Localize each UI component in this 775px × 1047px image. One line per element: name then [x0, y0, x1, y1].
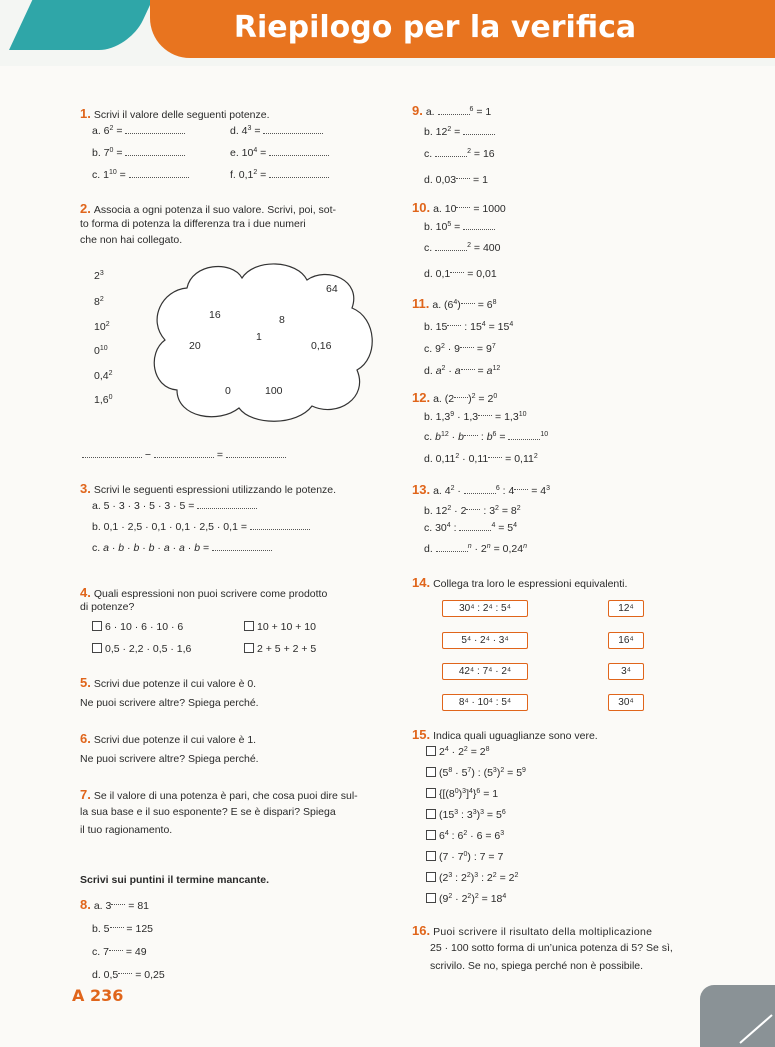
- ex4-option[interactable]: 2 + 5 + 2 + 5: [244, 643, 316, 656]
- match-left[interactable]: 42⁴ : 7⁴ · 2⁴: [442, 663, 528, 680]
- ex4-option[interactable]: 10 + 10 + 10: [244, 621, 316, 634]
- exercise-1-prompt: 1. Scrivi il valore delle seguenti potenze.: [80, 106, 270, 121]
- ex15-option[interactable]: $(5^8 \cdot 5^7)$ : $(5^3)^2 = 5^9$: [426, 767, 526, 780]
- ex1-f: f. $0,1^2$ =: [230, 169, 329, 182]
- exercise-2-prompt: 2. Associa a ogni potenza il suo valore. Scrivi, poi, sot-: [80, 201, 337, 216]
- ex1-d: d. $4^3$ =: [230, 125, 323, 138]
- ex9-d: d. 0,03 = 1: [424, 170, 488, 187]
- ex2-line2: to forma di potenza la differenza tra i due numeri: [80, 218, 306, 230]
- ex12-a: 12. a. (2 )$^2 = 2^0$: [412, 390, 498, 405]
- checkbox[interactable]: [92, 643, 102, 653]
- ex7-line2: la sua base e il suo esponente? E se è dispari? Spiega: [80, 806, 336, 818]
- ex6-line2: Ne puoi scrivere altre? Spiega perché.: [80, 753, 259, 765]
- ex1-a: a. $6^2$ =: [92, 125, 185, 138]
- ex3-c: c. a · b · b · b · a · a · b =: [92, 542, 272, 555]
- ex5-line2: Ne puoi scrivere altre? Spiega perché.: [80, 697, 259, 709]
- match-right[interactable]: 12⁴: [608, 600, 644, 617]
- title-banner: [0, 0, 775, 66]
- ex15-option[interactable]: $(7 \cdot 7^0)$ : 7 = 7: [426, 851, 503, 864]
- match-left[interactable]: 5⁴ · 2⁴ · 3⁴: [442, 632, 528, 649]
- ex15-option[interactable]: $2^4 \cdot 2^2 = 2^8$: [426, 746, 490, 759]
- ex15-option[interactable]: $(9^2 \cdot 2^2)^2 = 18^4$: [426, 893, 506, 906]
- checkbox[interactable]: [426, 893, 436, 903]
- power-item: $1,6^0$: [94, 394, 113, 406]
- checkbox[interactable]: [426, 851, 436, 861]
- cloud-value: 1: [256, 331, 262, 343]
- exercise-5-prompt: 5. Scrivi due potenze il cui valore è 0.: [80, 675, 257, 690]
- checkbox[interactable]: [426, 746, 436, 756]
- checkbox[interactable]: [426, 788, 436, 798]
- ex13-b: b. $12^2 \cdot 2$ : $3^2 = 8^2$: [424, 501, 521, 518]
- checkbox[interactable]: [244, 621, 254, 631]
- ex11-c: c. $9^2 \cdot 9 = 9^7$: [424, 339, 496, 356]
- ex8-d: d. 0,5 = 0,25: [92, 965, 165, 982]
- cloud-value: 0: [225, 385, 231, 397]
- ex4-option[interactable]: 6 · 10 · 6 · 10 · 6: [92, 621, 183, 634]
- power-item: $2^3$: [94, 270, 104, 282]
- ex4-option[interactable]: 0,5 · 2,2 · 0,5 · 1,6: [92, 643, 191, 656]
- ex3-b: b. 0,1 · 2,5 · 0,1 · 0,1 · 2,5 · 0,1 =: [92, 521, 310, 534]
- match-right[interactable]: 16⁴: [608, 632, 644, 649]
- checkbox[interactable]: [426, 830, 436, 840]
- checkbox[interactable]: [426, 809, 436, 819]
- cloud-value: 64: [326, 283, 338, 295]
- ex11-d: d. $a^2 \cdot a = a^{12}$: [424, 361, 500, 378]
- match-left[interactable]: 30⁴ : 2⁴ : 5⁴: [442, 600, 528, 617]
- ex3-a: a. 5 · 3 · 3 · 5 · 3 · 5 =: [92, 500, 257, 513]
- ex4-line2: di potenze?: [80, 601, 135, 613]
- ex9-c: c. $^2$ = 16: [424, 148, 495, 160]
- ex15-option[interactable]: $\{[(8^0)^3]^4\}^6 = 1$: [426, 788, 498, 801]
- exercise-6-prompt: 6. Scrivi due potenze il cui valore è 1.: [80, 731, 257, 746]
- checkbox[interactable]: [92, 621, 102, 631]
- ex12-d: d. $0,11^2 \cdot 0,11 = 0,11^2$: [424, 449, 538, 466]
- cloud-value: 0,16: [311, 340, 332, 352]
- match-right[interactable]: 30⁴: [608, 694, 644, 711]
- exercise-14-prompt: 14. Collega tra loro le espressioni equivalenti.: [412, 575, 628, 590]
- ex13-c: c. $30^4$ : $^4 = 5^4$: [424, 522, 518, 534]
- ex1-b: b. $7^0$ =: [92, 147, 185, 160]
- ex10-a: 10. a. 10 = 1000: [412, 200, 506, 215]
- match-left[interactable]: 8⁴ · 10⁴ : 5⁴: [442, 694, 528, 711]
- power-item: $8^2$: [94, 296, 104, 308]
- page-corner: [700, 985, 775, 1047]
- ex8-a: 8. a. 3 = 81: [80, 897, 150, 912]
- checkbox[interactable]: [426, 767, 436, 777]
- checkbox[interactable]: [426, 872, 436, 882]
- exercise-3-prompt: 3. Scrivi le seguenti espressioni utilizzando le potenze.: [80, 481, 337, 496]
- value-cloud: [147, 258, 380, 423]
- ex12-c: c. $b^{12} \cdot b$ : $b^6 = ^{10}$: [424, 427, 548, 444]
- match-right[interactable]: 3⁴: [608, 663, 644, 680]
- difference-line: − =: [82, 449, 286, 462]
- ex8-b: b. 5 = 125: [92, 919, 153, 936]
- ex10-c: c. $^2$ = 400: [424, 242, 501, 254]
- ex2-line3: che non hai collegato.: [80, 234, 183, 246]
- power-item: $0,4^2$: [94, 370, 113, 382]
- ex15-option[interactable]: $6^4$ : $6^2 \cdot 6 = 6^3$: [426, 830, 504, 843]
- power-item: $10^2$: [94, 321, 110, 333]
- page-title: Riepilogo per la verifica: [233, 10, 637, 45]
- ex1-e: e. $10^4$ =: [230, 147, 329, 160]
- ex12-b: b. $1,3^9 \cdot 1,3 = 1,3^{10}$: [424, 407, 527, 424]
- ex11-a: 11. a. $(6^4) = 6^8$: [412, 296, 497, 311]
- section-heading: Scrivi sui puntini il termine mancante.: [80, 874, 270, 886]
- cloud-value: 8: [279, 314, 285, 326]
- ex9-b: b. $12^2$ =: [424, 126, 495, 139]
- ex15-option[interactable]: ($15^3$ : $3^3)^3 = 5^6$: [426, 809, 506, 822]
- ex13-a: 13. a. $4^2 \cdot ^6$ : $4 = 4^3$: [412, 482, 551, 497]
- exercise-16-prompt: 16. Puoi scrivere il risultato della moltiplicazione: [412, 923, 653, 938]
- ex8-c: c. 7 = 49: [92, 942, 147, 959]
- cloud-value: 16: [209, 309, 221, 321]
- power-item: $0^{10}$: [94, 345, 108, 357]
- checkbox[interactable]: [244, 643, 254, 653]
- ex13-d: d. $^n \cdot 2^n = 0,24^n$: [424, 543, 527, 555]
- ex9-a: 9. a. $^6$ = 1: [412, 103, 492, 118]
- ex16-line2: 25 · 100 sotto forma di un’unica potenza di 5? Se sì,: [430, 942, 673, 954]
- ex15-option[interactable]: ($2^3$ : $2^2)^3$ : $2^2 = 2^2$: [426, 872, 518, 885]
- page-number: A 236: [72, 986, 124, 1005]
- exercise-7-prompt: 7. Se il valore di una potenza è pari, che cosa puoi dire sul-: [80, 787, 358, 802]
- ex10-d: d. 0,1 = 0,01: [424, 264, 497, 281]
- ex7-line3: il tuo ragionamento.: [80, 824, 173, 836]
- exercise-4-prompt: 4. Quali espressioni non puoi scrivere come prodotto: [80, 585, 328, 600]
- ex1-c: c. $1^{10}$ =: [92, 169, 189, 182]
- cloud-value: 20: [189, 340, 201, 352]
- exercise-15-prompt: 15. Indica quali uguaglianze sono vere.: [412, 727, 598, 742]
- cloud-value: 100: [265, 385, 283, 397]
- ex11-b: b. 15 : $15^4 = 15^4$: [424, 317, 513, 334]
- ex10-b: b. $10^5$ =: [424, 221, 495, 234]
- ex16-line3: scrivilo. Se no, spiega perché non è possibile.: [430, 960, 644, 972]
